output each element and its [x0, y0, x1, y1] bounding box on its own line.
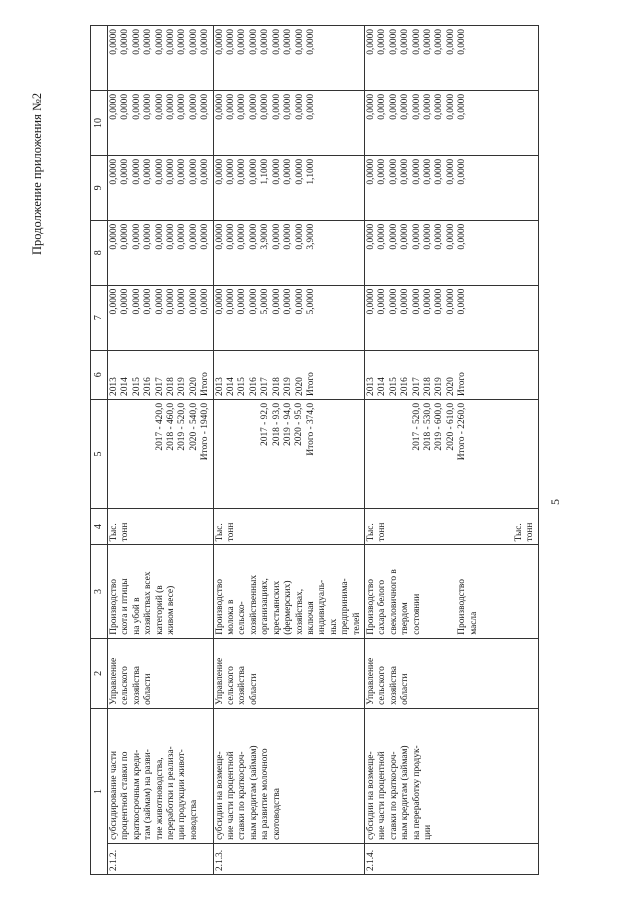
- funding-value: 0,0000: [143, 158, 154, 185]
- funding-value: 0,0000: [188, 288, 199, 315]
- year-label: 2015: [131, 377, 142, 396]
- indicator-line: включая: [305, 601, 316, 635]
- plan-value: 2020 - 95,0: [294, 402, 305, 446]
- funding-value: 0,0000: [188, 29, 199, 55]
- column-number-2: 2: [91, 638, 108, 708]
- funding-value: 0,0000: [200, 288, 211, 315]
- funding-value: 0,0000: [226, 288, 237, 315]
- funding-value: 0,0000: [271, 29, 282, 55]
- measure-name-line: ставки по краткосроч-: [388, 751, 399, 840]
- column-number-6: 6: [91, 350, 108, 399]
- funding-value: 0,0000: [154, 93, 165, 120]
- column-number-7: 7: [91, 285, 108, 350]
- year-label: Итого: [200, 372, 211, 396]
- funding-value: 0,0000: [388, 29, 399, 55]
- funding-value: 0,0000: [457, 223, 468, 250]
- year-label: 2016: [248, 377, 259, 396]
- funding-value: 0,0000: [377, 223, 388, 250]
- funding-value: 0,0000: [411, 29, 422, 55]
- executor-line: Управление: [365, 657, 376, 705]
- funding-value: 0,0000: [154, 223, 165, 250]
- page-number: 5: [548, 499, 562, 505]
- funding-value: 0,0000: [214, 223, 225, 250]
- year-label: 2015: [237, 377, 248, 396]
- funding-value: 0,0000: [365, 288, 376, 315]
- funding-value: 0,0000: [457, 288, 468, 315]
- measure-name-line: тие животноводства,: [154, 757, 165, 840]
- funding-column-7: [108, 285, 214, 350]
- years: [108, 350, 214, 399]
- plan-values: [364, 399, 538, 508]
- executor: [364, 638, 538, 708]
- row-number: 2.1.2.: [108, 843, 214, 874]
- funding-value: 0,0000: [214, 29, 225, 55]
- indicator-line: Производство: [109, 579, 119, 635]
- measure-name: [213, 708, 364, 843]
- column-number-1: 1: [91, 708, 108, 874]
- funding-column-8: [364, 220, 538, 285]
- year-label: 2019: [283, 377, 294, 396]
- year-label: 2013: [109, 377, 119, 396]
- funding-value: 0,0000: [131, 29, 142, 55]
- funding-value: 0,0000: [226, 93, 237, 120]
- plan-value: 2017 - 420,0: [154, 402, 165, 451]
- funding-value: 0,0000: [248, 29, 259, 55]
- year-label: 2019: [434, 377, 445, 396]
- funding-value: 0,0000: [154, 288, 165, 315]
- funding-value: 0,0000: [143, 93, 154, 120]
- measure-name-line: ции: [422, 824, 433, 840]
- funding-column-7: [364, 285, 538, 350]
- column-number-blank: [91, 26, 108, 91]
- indicator-line: скота и птицы: [120, 578, 131, 635]
- year-label: 2015: [388, 377, 399, 396]
- funding-value: 0,0000: [445, 29, 456, 55]
- indicator: [213, 545, 364, 638]
- year-label: 2017: [260, 377, 271, 396]
- funding-value: 0,0000: [305, 93, 316, 120]
- measure-name-line: на развитие молочного: [260, 748, 271, 840]
- year-label: 2017: [154, 377, 165, 396]
- funding-value: 0,0000: [294, 93, 305, 120]
- indicator-line: Производство: [365, 579, 376, 635]
- appendix-header: Продолжение приложения №2: [30, 92, 44, 255]
- funding-value: 0,0000: [109, 93, 119, 120]
- funding-value: 0,0000: [154, 29, 165, 55]
- year-label: 2016: [143, 377, 154, 396]
- executor-line: сельского: [226, 666, 237, 705]
- funding-value: 0,0000: [388, 223, 399, 250]
- funding-value: 0,0000: [237, 223, 248, 250]
- indicator: [108, 545, 214, 638]
- column-number-8: 8: [91, 220, 108, 285]
- table-row: [213, 26, 364, 875]
- measure-name-line: ние части процентной: [226, 751, 237, 840]
- indicator-line: состоянии: [411, 593, 422, 635]
- executor-line: хозяйства: [237, 666, 248, 705]
- funding-value: 0,0000: [177, 29, 188, 55]
- funding-value: 0,0000: [377, 29, 388, 55]
- funding-value: 0,0000: [271, 288, 282, 315]
- year-label: 2020: [445, 377, 456, 396]
- funding-value: 0,0000: [260, 29, 271, 55]
- funding-value: 0,0000: [365, 223, 376, 250]
- funding-column-11: [213, 26, 364, 91]
- funding-value: 3,9000: [305, 223, 316, 250]
- funding-value: 0,0000: [120, 158, 131, 185]
- funding-value: 0,0000: [422, 288, 433, 315]
- unit: [108, 508, 214, 544]
- indicator-line: сельско-: [237, 601, 248, 635]
- table-row: [364, 26, 538, 875]
- funding-value: 0,0000: [214, 158, 225, 185]
- indicator-extra-line: масла: [468, 611, 479, 635]
- funding-value: 5,0000: [260, 288, 271, 315]
- plan-value: 2018 - 460,0: [165, 402, 176, 451]
- funding-value: 3,9000: [260, 223, 271, 250]
- column-number-10: 10: [91, 90, 108, 155]
- funding-value: 0,0000: [226, 158, 237, 185]
- indicator-line: категорий (в: [154, 585, 165, 635]
- plan-value: Итого - 374,0: [305, 402, 316, 456]
- measure-name: [364, 708, 538, 843]
- funding-value: 0,0000: [283, 288, 294, 315]
- funding-value: 0,0000: [422, 158, 433, 185]
- funding-value: 0,0000: [411, 93, 422, 120]
- funding-value: 0,0000: [237, 29, 248, 55]
- row-number: 2.1.4.: [364, 843, 538, 874]
- column-number-row: [91, 26, 108, 875]
- indicator-line: хозяйственных: [248, 574, 259, 635]
- indicator-line: предпринима-: [340, 578, 351, 635]
- indicator-line: молока в: [226, 599, 237, 635]
- indicator-line: индивидуаль-: [317, 579, 328, 635]
- funding-value: 0,0000: [200, 223, 211, 250]
- indicator-line: ных: [328, 618, 339, 635]
- column-number-5: 5: [91, 399, 108, 508]
- executor-line: сельского: [120, 666, 131, 705]
- plan-values: [213, 399, 364, 508]
- funding-value: 0,0000: [120, 288, 131, 315]
- funding-value: 0,0000: [411, 158, 422, 185]
- funding-value: 0,0000: [388, 93, 399, 120]
- column-number-9: 9: [91, 155, 108, 220]
- funding-value: 0,0000: [109, 158, 119, 185]
- funding-value: 0,0000: [248, 223, 259, 250]
- funding-value: 0,0000: [388, 288, 399, 315]
- funding-value: 0,0000: [177, 223, 188, 250]
- table-row: [108, 26, 214, 875]
- funding-value: 0,0000: [445, 158, 456, 185]
- funding-column-10: [108, 90, 214, 155]
- measure-name-line: процентной ставки по: [120, 751, 131, 840]
- year-label: 2016: [400, 377, 411, 396]
- measure-name-line: субсидии на возмеще-: [214, 751, 225, 840]
- funding-value: 0,0000: [445, 93, 456, 120]
- funding-column-11: [364, 26, 538, 91]
- funding-value: 0,0000: [143, 288, 154, 315]
- executor: [108, 638, 214, 708]
- plan-value: Итого - 1940,0: [200, 402, 211, 461]
- plan-value: 2019 - 520,0: [177, 402, 188, 451]
- funding-value: 0,0000: [365, 158, 376, 185]
- unit: [213, 508, 364, 544]
- funding-value: 0,0000: [434, 29, 445, 55]
- funding-value: 0,0000: [377, 93, 388, 120]
- plan-value: 2017 - 520,0: [411, 402, 422, 451]
- measure-name-line: ции продукции живот-: [177, 749, 188, 840]
- year-label: 2019: [177, 377, 188, 396]
- measure-name-line: ным кредитам (займам): [248, 745, 259, 840]
- measure-name: [108, 708, 214, 843]
- funding-value: 0,0000: [271, 223, 282, 250]
- executor-line: Управление: [109, 657, 119, 705]
- measure-name-line: ным кредитам (займам): [400, 745, 411, 840]
- funding-value: 0,0000: [237, 158, 248, 185]
- funding-value: 0,0000: [400, 29, 411, 55]
- funding-column-7: [213, 285, 364, 350]
- indicator-line: живом весе): [166, 585, 177, 635]
- measure-name-line: ние части процентной: [377, 751, 388, 840]
- funding-column-8: [108, 220, 214, 285]
- funding-value: 0,0000: [177, 158, 188, 185]
- measure-name-line: на переработку продук-: [411, 745, 422, 840]
- year-label: 2014: [120, 377, 131, 396]
- funding-value: 0,0000: [226, 223, 237, 250]
- measure-name-line: краткосрочным креди-: [131, 749, 142, 840]
- funding-value: 0,0000: [214, 93, 225, 120]
- funding-value: 0,0000: [457, 158, 468, 185]
- program-table: [90, 25, 539, 875]
- measure-name-line: скотоводства: [271, 788, 282, 840]
- funding-value: 0,0000: [294, 158, 305, 185]
- funding-value: 0,0000: [365, 29, 376, 55]
- funding-value: 0,0000: [305, 29, 316, 55]
- unit-line: Тыс.: [214, 523, 225, 542]
- funding-value: 0,0000: [237, 93, 248, 120]
- executor-line: хозяйства: [131, 666, 142, 705]
- funding-value: 0,0000: [200, 93, 211, 120]
- year-label: Итого: [305, 372, 316, 396]
- funding-value: 0,0000: [457, 93, 468, 120]
- unit-line: Тыс.: [365, 523, 376, 542]
- indicator-line: свекловичного в: [388, 569, 399, 635]
- indicator-line: хозяйствах,: [294, 588, 305, 635]
- unit: [364, 508, 538, 544]
- funding-value: 0,0000: [445, 223, 456, 250]
- funding-value: 0,0000: [166, 288, 177, 315]
- year-label: 2018: [271, 377, 282, 396]
- funding-value: 0,0000: [294, 288, 305, 315]
- funding-value: 0,0000: [166, 93, 177, 120]
- funding-column-9: [213, 155, 364, 220]
- indicator-line: на убой в: [131, 597, 142, 635]
- year-label: 2014: [226, 377, 237, 396]
- funding-value: 0,0000: [248, 93, 259, 120]
- column-number-4: 4: [91, 508, 108, 544]
- year-label: 2018: [422, 377, 433, 396]
- indicator-line: сахара белого: [377, 579, 388, 635]
- funding-value: 0,0000: [422, 223, 433, 250]
- funding-value: 0,0000: [200, 29, 211, 55]
- column-number-3: 3: [91, 545, 108, 638]
- funding-value: 0,0000: [434, 223, 445, 250]
- plan-value: 2018 - 530,0: [422, 402, 433, 451]
- funding-value: 0,0000: [131, 158, 142, 185]
- funding-value: 0,0000: [177, 93, 188, 120]
- executor-line: области: [400, 673, 411, 705]
- funding-value: 0,0000: [143, 29, 154, 55]
- funding-value: 0,0000: [237, 288, 248, 315]
- unit-line: Тыс.: [109, 523, 119, 542]
- funding-column-10: [213, 90, 364, 155]
- funding-value: 0,0000: [200, 158, 211, 185]
- funding-value: 0,0000: [294, 29, 305, 55]
- funding-value: 0,0000: [188, 93, 199, 120]
- funding-value: 0,0000: [120, 93, 131, 120]
- unit-line: тонн: [377, 522, 388, 542]
- executor-line: хозяйства: [388, 666, 399, 705]
- funding-value: 0,0000: [109, 288, 119, 315]
- measure-name-line: ставки по краткосроч-: [237, 751, 248, 840]
- measure-name-line: субсидирование части: [109, 750, 119, 840]
- funding-value: 0,0000: [109, 223, 119, 250]
- funding-column-8: [213, 220, 364, 285]
- funding-value: 0,0000: [166, 223, 177, 250]
- year-label: Итого: [457, 372, 468, 396]
- funding-value: 0,0000: [271, 93, 282, 120]
- measure-name-line: там (займам) на разви-: [143, 749, 154, 840]
- plan-values: [108, 399, 214, 508]
- year-label: 2020: [188, 377, 199, 396]
- plan-value: 2020 - 610,0: [445, 402, 456, 451]
- executor-line: Управление: [214, 657, 225, 705]
- funding-value: 0,0000: [248, 288, 259, 315]
- unit-line: тонн: [120, 522, 131, 542]
- funding-value: 0,0000: [109, 29, 119, 55]
- funding-value: 0,0000: [400, 223, 411, 250]
- funding-value: 0,0000: [131, 288, 142, 315]
- measure-name-line: переработки и реализа-: [166, 746, 177, 840]
- funding-value: 0,0000: [411, 288, 422, 315]
- funding-value: 0,0000: [166, 158, 177, 185]
- funding-value: 0,0000: [226, 29, 237, 55]
- funding-value: 0,0000: [283, 223, 294, 250]
- funding-value: 1,1000: [305, 158, 316, 185]
- funding-value: 5,0000: [305, 288, 316, 315]
- executor: [213, 638, 364, 708]
- funding-value: 0,0000: [388, 158, 399, 185]
- indicator-extra-line: Производство: [457, 579, 468, 635]
- funding-value: 0,0000: [434, 93, 445, 120]
- unit-extra-line: Тыс.: [514, 523, 525, 542]
- row-number: 2.1.3.: [213, 843, 364, 874]
- funding-value: 0,0000: [445, 288, 456, 315]
- funding-value: 0,0000: [248, 158, 259, 185]
- funding-column-11: [108, 26, 214, 91]
- funding-value: 0,0000: [120, 223, 131, 250]
- funding-value: 0,0000: [434, 158, 445, 185]
- year-label: 2017: [411, 377, 422, 396]
- executor-line: области: [143, 673, 154, 705]
- indicator-line: телей: [351, 612, 362, 635]
- funding-value: 0,0000: [422, 29, 433, 55]
- plan-value: 2019 - 94,0: [283, 402, 294, 446]
- funding-value: 0,0000: [411, 223, 422, 250]
- funding-column-9: [108, 155, 214, 220]
- indicator-line: хозяйствах всех: [143, 571, 154, 635]
- indicator-line: организациях,: [260, 578, 271, 635]
- measure-name-line: субсидии на возмеще-: [365, 751, 376, 840]
- plan-value: 2019 - 600,0: [434, 402, 445, 451]
- measure-name-line: новодства: [188, 799, 199, 840]
- plan-value: Итого - 2260,0: [457, 402, 468, 461]
- indicator-line: твердом: [400, 602, 411, 635]
- indicator: [364, 545, 538, 638]
- plan-value: 2017 - 92,0: [260, 402, 271, 446]
- funding-value: 1,1000: [260, 158, 271, 185]
- year-label: 2018: [166, 377, 177, 396]
- funding-value: 0,0000: [131, 93, 142, 120]
- funding-value: 0,0000: [422, 93, 433, 120]
- years: [364, 350, 538, 399]
- funding-value: 0,0000: [214, 288, 225, 315]
- indicator-line: Производство: [214, 579, 225, 635]
- funding-value: 0,0000: [260, 93, 271, 120]
- year-label: 2013: [365, 377, 376, 396]
- funding-value: 0,0000: [177, 288, 188, 315]
- years: [213, 350, 364, 399]
- funding-value: 0,0000: [166, 29, 177, 55]
- funding-value: 0,0000: [143, 223, 154, 250]
- funding-value: 0,0000: [294, 223, 305, 250]
- funding-value: 0,0000: [283, 29, 294, 55]
- year-label: 2014: [377, 377, 388, 396]
- funding-value: 0,0000: [377, 288, 388, 315]
- funding-value: 0,0000: [457, 29, 468, 55]
- funding-value: 0,0000: [377, 158, 388, 185]
- unit-line: тонн: [226, 522, 237, 542]
- funding-value: 0,0000: [131, 223, 142, 250]
- funding-value: 0,0000: [283, 158, 294, 185]
- funding-value: 0,0000: [283, 93, 294, 120]
- year-label: 2013: [214, 377, 225, 396]
- executor-line: области: [248, 673, 259, 705]
- plan-value: 2020 - 540,0: [188, 402, 199, 451]
- funding-column-10: [364, 90, 538, 155]
- funding-value: 0,0000: [154, 158, 165, 185]
- funding-value: 0,0000: [188, 223, 199, 250]
- funding-value: 0,0000: [434, 288, 445, 315]
- unit-extra-line: тонн: [525, 522, 536, 542]
- funding-value: 0,0000: [400, 288, 411, 315]
- funding-value: 0,0000: [400, 93, 411, 120]
- funding-value: 0,0000: [271, 158, 282, 185]
- funding-value: 0,0000: [365, 93, 376, 120]
- funding-value: 0,0000: [188, 158, 199, 185]
- plan-value: 2018 - 93,0: [271, 402, 282, 446]
- executor-line: сельского: [377, 666, 388, 705]
- indicator-line: (фермерских): [283, 580, 294, 635]
- funding-value: 0,0000: [400, 158, 411, 185]
- funding-value: 0,0000: [120, 29, 131, 55]
- indicator-line: крестьянских: [271, 580, 282, 635]
- funding-column-9: [364, 155, 538, 220]
- year-label: 2020: [294, 377, 305, 396]
